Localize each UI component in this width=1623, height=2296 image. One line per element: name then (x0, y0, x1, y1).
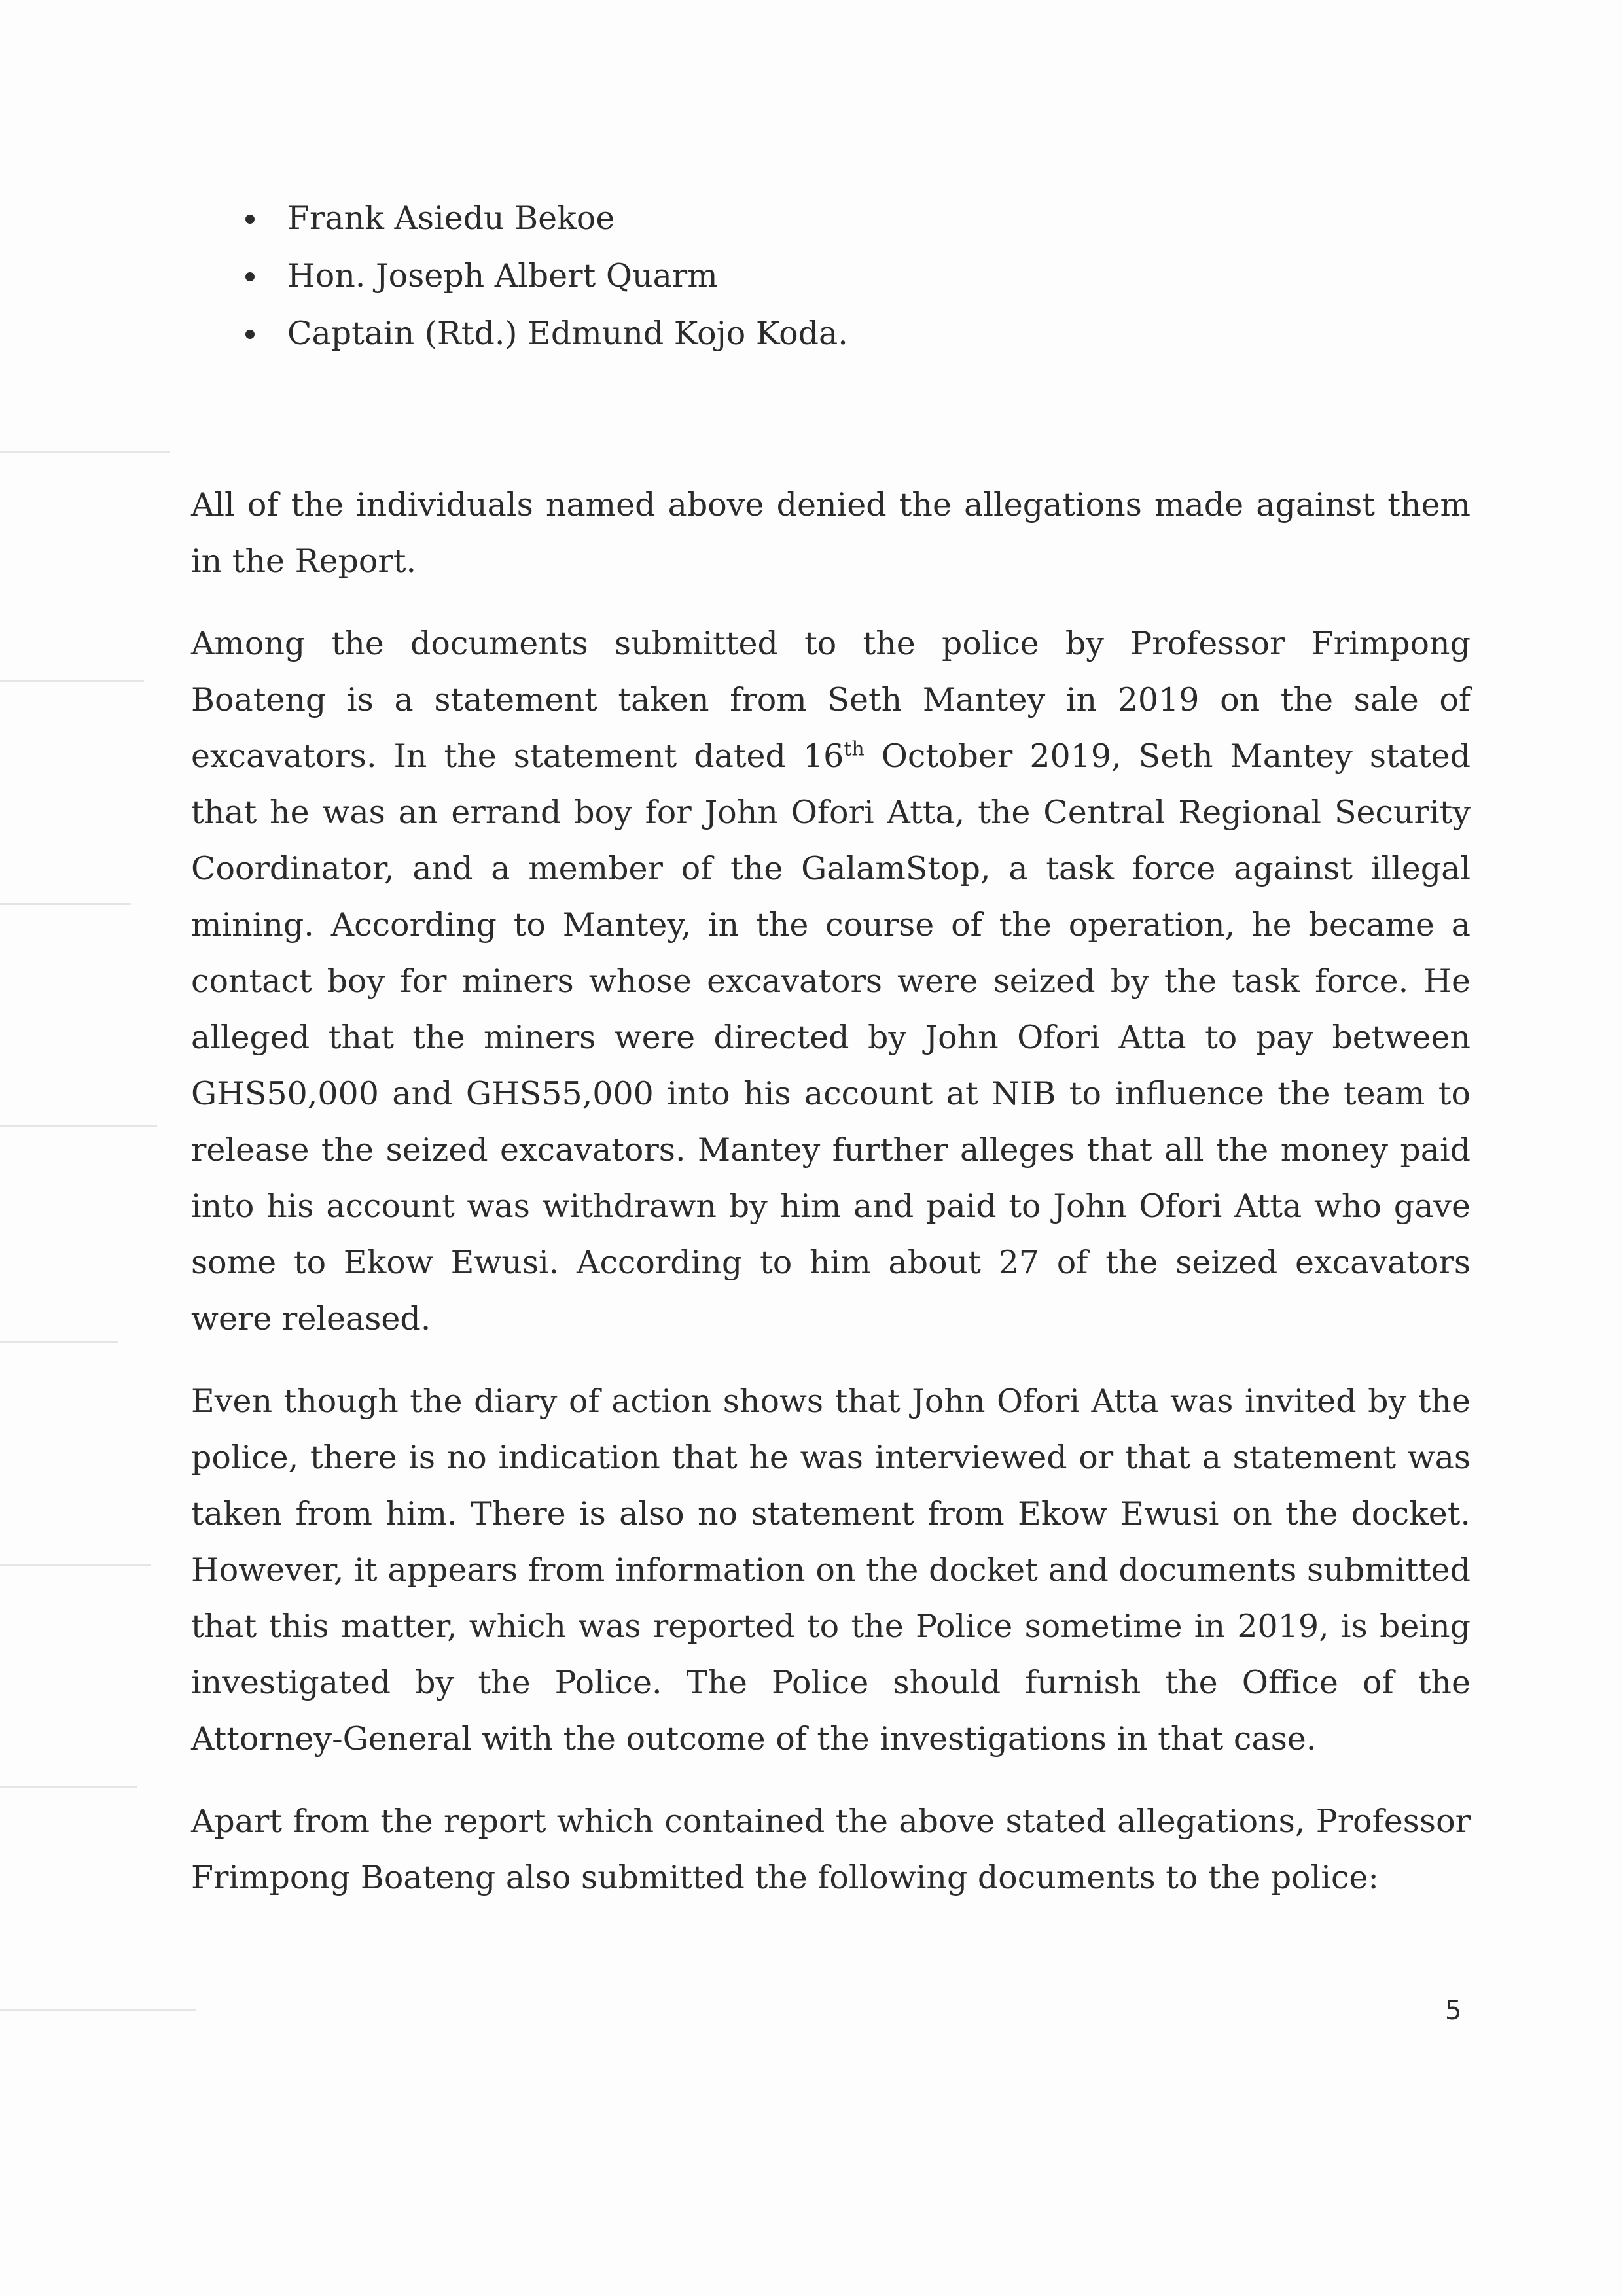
list-item (245, 305, 1471, 362)
ordinal-suffix: th (844, 737, 865, 761)
list-item-text: Frank Asiedu Bekoe (287, 200, 615, 237)
list-item-text: Hon. Joseph Albert Quarm (287, 257, 718, 294)
scan-artifact (0, 680, 144, 682)
bullet-icon (245, 215, 255, 224)
document-body (191, 190, 1471, 1906)
scan-artifact (0, 1125, 157, 1127)
list-item-text: Captain (Rtd.) Edmund Kojo Koda. (287, 315, 848, 352)
page-number: 5 (1445, 1996, 1462, 2026)
list-item (245, 190, 1471, 247)
bullet-icon (245, 330, 255, 339)
paragraph-text: October 2019, Seth Mantey stated that he was an errand boy for John Ofori Atta, the Central Regional Security Coordinator, and a member of the GalamStop, a task force against illegal mining. According to Mantey, in the course of the operation, he became a contact boy for miners whose excavators were seized by the task force. He alleged that the miners were directed by John Ofori Atta to pay between GHS50,000 and GHS55,000 into his account at NIB to influence the team to release the seized excavators. Mantey further alleges that all the money paid into his account was withdrawn by him and paid to John Ofori Atta who gave some to Ekow Ewusi. According to him about 27 of the seized excavators were released. (191, 737, 1471, 1337)
paragraph-denial: All of the individuals named above denied the allegations made against them in the Report. (191, 486, 1471, 580)
paragraph-text: Among the documents submitted to the police by Professor Frimpong Boateng is a statement taken from Seth Mantey in 2019 on the sale of excavators. In the statement dated 16 (191, 625, 1471, 775)
paragraph-investigation: Even though the diary of action shows that John Ofori Atta was invited by the police, there is no indication that he was interviewed or that a statement was taken from him. There is also no statement from Ekow Ewusi on the docket. However, it appears from information on the docket and documents submitted that this matter, which was reported to the Police sometime in 2019, is being investigated by the Police. The Police should furnish the Office of the Attorney-General with the outcome of the investigations in that case. (191, 1383, 1471, 1757)
scan-artifact (0, 2009, 196, 2011)
paragraph-mantey-statement (191, 616, 1471, 1347)
scan-artifact (0, 1786, 137, 1788)
bullet-icon (245, 272, 255, 281)
scan-artifact (0, 1341, 118, 1343)
scan-artifact (0, 903, 131, 905)
names-list (191, 190, 1471, 362)
paragraph-documents-submitted: Apart from the report which contained the above stated allegations, Professor Frimpong Boateng also submitted the following documents to the police: (191, 1803, 1471, 1896)
scan-artifact (0, 1564, 151, 1566)
scan-artifact (0, 451, 170, 453)
list-item (245, 247, 1471, 305)
